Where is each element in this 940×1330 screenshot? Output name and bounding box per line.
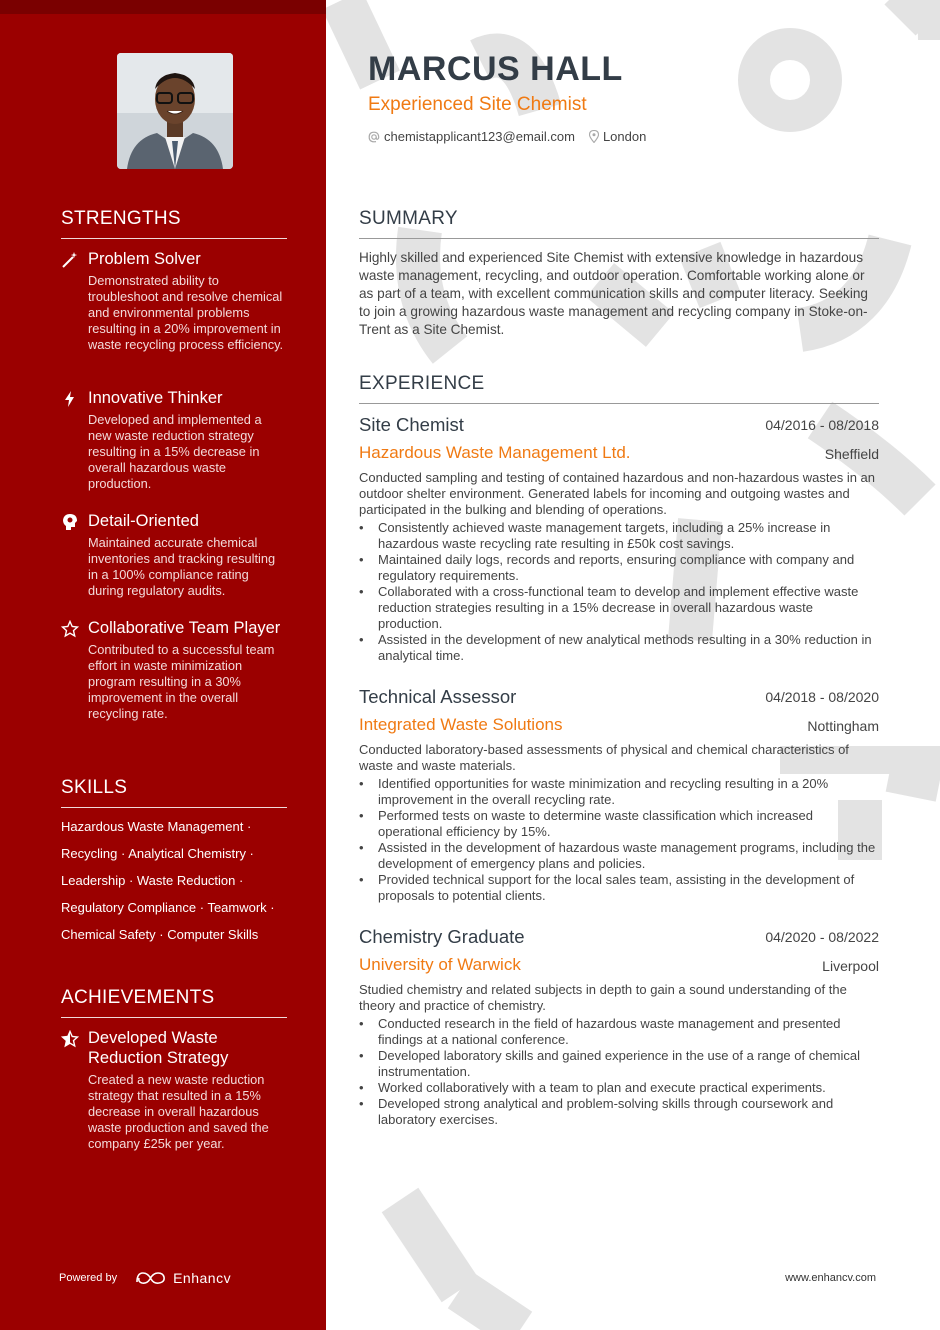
email-contact[interactable] <box>368 129 575 144</box>
head-gear-icon <box>61 513 79 531</box>
main-content <box>326 0 940 1330</box>
job-company: Hazardous Waste Management Ltd. <box>359 443 631 462</box>
job-bullet: • Provided technical support for the local sales team, assisting in the development of proposals to potential clients. <box>359 872 879 904</box>
sidebar <box>0 0 326 1330</box>
job-bullet: • Performed tests on waste to determine waste classification which increased operational efficiency by 15%. <box>359 808 879 840</box>
job-dates: 04/2020 - 08/2022 <box>765 929 879 945</box>
job-bullet: • Developed laboratory skills and gained experience in the use of a range of chemical instrumentation. <box>359 1048 879 1080</box>
at-icon <box>368 131 380 143</box>
job-bullets <box>359 520 879 664</box>
job-entry <box>359 686 879 904</box>
strength-title: Collaborative Team Player <box>88 619 281 637</box>
job-bullet: • Assisted in the development of new analytical methods resulting in a 30% reduction in analytical time. <box>359 632 879 664</box>
job-bullet: • Developed strong analytical and problem-solving skills through coursework and laboratory exercises. <box>359 1096 879 1128</box>
job-description: Studied chemistry and related subjects in depth to gain a sound understanding of the theory and practice of chemistry. <box>359 982 847 1013</box>
summary-heading: SUMMARY <box>359 208 879 239</box>
strength-description: Contributed to a successful team effort in waste minimization program resulting in a 30% improvement in the overall recycling rate. <box>88 642 275 721</box>
job-company: University of Warwick <box>359 955 521 974</box>
strength-item <box>61 388 287 492</box>
email-text: chemistapplicant123@email.com <box>384 129 575 144</box>
job-bullet: • Maintained daily logs, records and reports, ensuring compliance with company and regulatory requirements. <box>359 552 879 584</box>
contact-info <box>368 129 660 144</box>
job-location: Liverpool <box>822 958 879 974</box>
sidebar-top-bar <box>0 0 326 14</box>
enhancv-logo-icon <box>135 1270 167 1286</box>
job-title: Chemistry Graduate <box>359 926 525 947</box>
summary-text: Highly skilled and experienced Site Chemist with extensive knowledge in hazardous waste management, recycling, and outdoor operation. Comfortable working alone or as part of a team, with excellent communication skills and computer literacy. Seeking to join a growing hazardous waste management and recycling company in Stoke-on-Trent as a Site Chemist. <box>359 250 868 337</box>
strength-title: Problem Solver <box>88 250 201 268</box>
job-bullet: • Consistently achieved waste management targets, including a 25% increase in hazardous waste recycling rate resulting in £50k cost savings. <box>359 520 879 552</box>
skills-row: Recycling · Analytical Chemistry · <box>61 846 254 861</box>
achievement-description: Created a new waste reduction strategy that resulted in a 15% decrease in overall hazardous waste production and saved the company £25k per year. <box>88 1072 269 1151</box>
location-pin-icon <box>589 130 599 143</box>
achievement-item <box>61 1028 287 1152</box>
job-location: Nottingham <box>807 718 879 734</box>
strength-title: Innovative Thinker <box>88 389 223 407</box>
skills-row: Regulatory Compliance · Teamwork · <box>61 900 275 915</box>
job-title: Technical Assessor <box>359 686 517 707</box>
skills-list <box>61 818 301 953</box>
skills-row: Chemical Safety · Computer Skills <box>61 927 259 942</box>
star-half-icon <box>61 1030 79 1048</box>
strength-item <box>61 249 287 353</box>
job-dates: 04/2018 - 08/2020 <box>765 689 879 705</box>
candidate-name: MARCUS HALL <box>368 50 623 88</box>
strength-title: Detail-Oriented <box>88 512 199 530</box>
magic-wand-icon <box>61 251 79 269</box>
job-bullet: • Conducted research in the field of hazardous waste management and presented findings at a national conference. <box>359 1016 879 1048</box>
job-company: Integrated Waste Solutions <box>359 715 563 734</box>
skills-row: Leadership · Waste Reduction · <box>61 873 244 888</box>
candidate-title: Experienced Site Chemist <box>368 94 587 115</box>
strength-description: Maintained accurate chemical inventories and tracking resulting in a 100% compliance rating during regulatory audits. <box>88 535 276 598</box>
powered-by-label: Powered by <box>59 1272 118 1284</box>
strength-item <box>61 618 287 722</box>
experience-heading: EXPERIENCE <box>359 373 879 404</box>
strengths-heading: STRENGTHS <box>61 208 287 239</box>
job-entry <box>359 414 879 664</box>
lightning-icon <box>61 390 79 408</box>
powered-by <box>59 1270 231 1286</box>
job-entry <box>359 926 879 1128</box>
job-bullet: • Identified opportunities for waste minimization and recycling resulting in a 20% improvement in the overall recycling rate. <box>359 776 879 808</box>
location-contact <box>589 129 646 144</box>
job-bullets <box>359 776 879 904</box>
job-description: Conducted laboratory-based assessments of physical and chemical characteristics of waste and waste materials. <box>359 742 849 773</box>
achievement-title: Developed Waste Reduction Strategy <box>88 1029 229 1067</box>
job-dates: 04/2016 - 08/2018 <box>765 417 879 433</box>
strength-description: Developed and implemented a new waste reduction strategy resulting in a 15% decrease in overall hazardous waste production. <box>88 412 262 491</box>
website-link[interactable]: www.enhancv.com <box>785 1272 876 1284</box>
job-title: Site Chemist <box>359 414 464 435</box>
skills-row: Hazardous Waste Management · <box>61 819 252 834</box>
job-bullets <box>359 1016 879 1128</box>
job-bullet: • Assisted in the development of hazardous waste management programs, including the development of emergency plans and policies. <box>359 840 879 872</box>
skills-heading: SKILLS <box>61 777 287 808</box>
job-location: Sheffield <box>824 446 879 462</box>
enhancv-logo[interactable] <box>135 1270 231 1286</box>
achievements-heading: ACHIEVEMENTS <box>61 987 287 1018</box>
location-text: London <box>602 129 647 144</box>
star-outline-icon <box>61 620 79 638</box>
profile-photo <box>117 53 233 169</box>
enhancv-brand-name: Enhancv <box>173 1270 232 1286</box>
job-description: Conducted sampling and testing of contained hazardous and non-hazardous wastes in an outdoor shelter environment. Generated labels for incoming and outgoing wastes and participated in the bulking and blending of operations. <box>359 470 876 517</box>
job-bullet: • Worked collaboratively with a team to plan and execute practical experiments. <box>359 1080 879 1096</box>
strength-item <box>61 511 287 599</box>
strength-description: Demonstrated ability to troubleshoot and resolve chemical and environmental problems resulting in a 20% improvement in waste recycling process efficiency. <box>88 273 284 352</box>
job-bullet: • Collaborated with a cross-functional team to develop and implement effective waste reduction strategies resulting in a 15% decrease in overall hazardous waste production. <box>359 584 879 632</box>
